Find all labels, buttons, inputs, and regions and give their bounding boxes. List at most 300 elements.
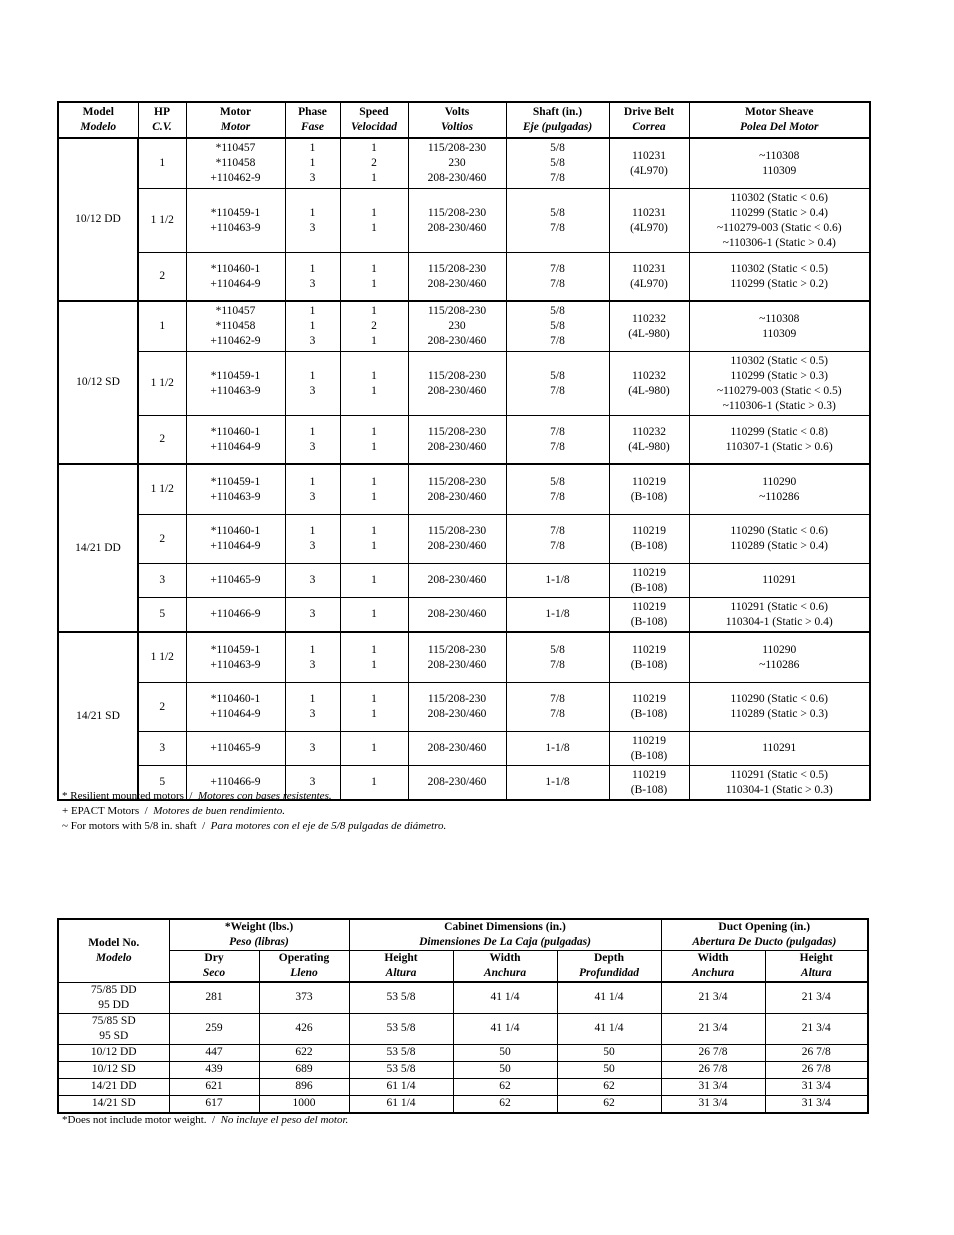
motor-cell [186,352,285,416]
header-en: Model [82,106,114,118]
drive-belt-cell-line: 110219 [631,525,667,537]
volts-cell-line: 208-230/460 [427,608,487,620]
duct-opening-header: Duct Opening (in.) Abertura De Ducto (pulgadas) [661,919,868,951]
operating-cell [259,1095,349,1113]
header-es: Anchura [691,967,735,979]
volts-cell-line: 230 [448,157,466,169]
motor-table-row [58,301,870,352]
duct-width-cell-line: 26 7/8 [698,1063,728,1075]
weight-sub-header [765,951,868,983]
drive-belt-cell [609,683,689,732]
model-no-cell [58,1013,169,1044]
speed-cell-line: 1 [371,172,377,184]
shaft-cell-line: 7/8 [550,540,565,552]
motor-cell [186,683,285,732]
model-cell-line: 14/21 DD [75,541,121,554]
hp-cell-line: 5 [159,776,166,788]
phase-cell-line: 1 [309,425,316,438]
shaft-cell-line: 7/8 [550,490,565,503]
drive-belt-cell-line: (4L-980) [628,327,670,340]
header-en: Height [384,952,418,964]
model-no-cell-line: 10/12 DD [90,1046,137,1058]
depth-cell [557,1095,661,1113]
shaft-cell-line: 7/8 [550,262,565,275]
shaft-cell [506,683,609,732]
motor-cell-line: *110458 [215,320,256,332]
volts-cell [408,464,506,515]
width-cell-line: 50 [499,1046,511,1058]
weight-table-row [58,1044,868,1061]
phase-cell-line: 3 [309,221,316,234]
volts-cell-line: 208-230/460 [427,335,487,347]
speed-cell-line: 1 [371,369,377,382]
volts-cell [408,515,506,564]
hp-cell-line: 1 1/2 [150,483,174,495]
speed-cell [340,732,408,766]
speed-cell [340,138,408,189]
weight-table-row [58,1061,868,1078]
shaft-cell [506,301,609,352]
volts-cell-line: 208-230/460 [427,658,487,671]
dry-cell [169,1061,259,1078]
volts-cell-line: 115/208-230 [427,525,487,537]
speed-cell-line: 1 [371,574,377,586]
header-en: Motor Sheave [745,106,814,118]
model-no-cell [58,982,169,1013]
motor-table-header-row [58,102,870,138]
phase-cell [285,416,340,465]
header-es: Altura [800,967,832,979]
motor-cell-line: +110463-9 [210,221,261,234]
volts-cell [408,564,506,598]
shaft-cell-line: 7/8 [550,440,565,453]
motor-cell-line: *110459-1 [210,369,261,382]
header-en: Depth [593,952,625,964]
duct-height-cell [765,1078,868,1095]
model-cell-line: 10/12 SD [76,376,120,388]
header-es: Voltios [441,121,473,133]
motor-col-header [58,102,138,138]
shaft-cell-line: 7/8 [550,172,565,184]
phase-cell [285,632,340,683]
motor-table-row [58,416,870,465]
sheave-cell [689,301,870,352]
shaft-cell [506,598,609,633]
motor-cell-line: +110464-9 [210,540,261,552]
duct-height-cell-line: 21 3/4 [801,1022,831,1034]
shaft-cell-line: 7/8 [550,277,565,290]
phase-cell-line: 1 [309,262,316,275]
hp-cell [138,732,186,766]
height-cell-line: 61 1/4 [386,1097,416,1109]
motor-cell-line: *110459-1 [210,643,261,656]
drive-belt-cell [609,632,689,683]
volts-cell-line: 115/208-230 [427,369,487,382]
volts-cell-line: 115/208-230 [427,262,487,275]
height-cell [349,982,453,1013]
shaft-cell-line: 7/8 [550,708,565,720]
model-no-cell-line: 75/85 DD [90,983,137,996]
duct-height-cell [765,1095,868,1113]
speed-cell [340,564,408,598]
motor-cell-line: +110464-9 [210,440,261,453]
drive-belt-cell [609,253,689,302]
volts-cell-line: 208-230/460 [427,776,487,788]
volts-cell [408,732,506,766]
weight-table-row [58,1013,868,1044]
shaft-cell [506,138,609,189]
weight-sub-header [557,951,661,983]
speed-cell-line: 1 [371,708,377,720]
drive-belt-cell-line: 110232 [631,369,667,382]
header-es: Polea Del Motor [739,121,819,133]
depth-cell [557,1078,661,1095]
hp-cell [138,464,186,515]
width-cell [453,982,557,1013]
sheave-cell-line: 110299 (Static < 0.8) [730,425,828,438]
header-es: Eje (pulgadas) [522,121,593,133]
hp-cell-line: 5 [159,608,166,620]
drive-belt-cell-line: 110219 [631,768,667,781]
model-no-header: Model No. Modelo [58,919,169,982]
shaft-cell-line: 5/8 [550,369,565,382]
drive-belt-cell [609,416,689,465]
motor-cell [186,189,285,253]
speed-cell [340,683,408,732]
hp-cell [138,416,186,465]
drive-belt-cell [609,515,689,564]
height-cell-line: 53 5/8 [386,1063,416,1075]
phase-cell-line: 1 [309,369,316,382]
operating-cell [259,1013,349,1044]
phase-cell-line: 1 [309,206,316,219]
motor-cell-line: +110462-9 [210,335,261,347]
weight-sub-header [259,951,349,983]
weight-table-row [58,982,868,1013]
drive-belt-cell-line: (B-108) [630,708,668,720]
header-en: Speed [359,106,389,118]
header-en: Operating [278,952,330,964]
hp-cell-line: 2 [159,270,166,282]
phase-cell-line: 1 [309,142,316,154]
phase-cell-line: 1 [309,157,316,169]
speed-cell-line: 1 [371,335,377,347]
sheave-cell [689,515,870,564]
sheave-cell-line: 110307-1 (Static > 0.6) [725,440,833,453]
sheave-cell-line: ~110306-1 (Static > 0.3) [722,399,836,412]
volts-cell-line: 115/208-230 [427,206,487,219]
header-es: Altura [385,967,417,979]
speed-cell [340,515,408,564]
phase-cell-line: 1 [309,643,316,656]
drive-belt-cell-line: (4L-980) [628,384,670,397]
weight-dimensions-table [57,918,869,1114]
speed-cell [340,416,408,465]
drive-belt-cell [609,301,689,352]
motor-table-row [58,253,870,302]
drive-belt-cell-line: 110219 [631,734,667,747]
width-cell [453,1078,557,1095]
header-es: Velocidad [351,121,397,133]
phase-cell-line: 3 [309,574,316,586]
weight-table-body [58,982,868,1113]
depth-cell-line: 41 1/4 [594,1022,624,1034]
drive-belt-cell-line: 110219 [631,643,667,656]
motor-cell-line: *110460-1 [210,425,261,438]
motor-table-row [58,598,870,633]
shaft-cell-line: 7/8 [550,384,565,397]
depth-cell-line: 50 [603,1046,615,1058]
speed-cell [340,632,408,683]
dry-cell-line: 617 [205,1097,223,1109]
width-cell [453,1061,557,1078]
motor-table-body [58,138,870,800]
drive-belt-cell-line: 110232 [631,312,667,325]
drive-belt-cell [609,352,689,416]
operating-cell-line: 689 [295,1063,313,1075]
header-es: Correa [632,121,666,133]
width-cell-line: 62 [499,1097,511,1109]
sheave-cell [689,464,870,515]
dry-cell-line: 259 [205,1022,223,1034]
motor-table-row [58,515,870,564]
sheave-cell-line: 110291 (Static < 0.6) [730,600,828,613]
dry-cell [169,1095,259,1113]
height-cell [349,1013,453,1044]
drive-belt-cell [609,766,689,801]
header-es: Seco [202,967,226,979]
width-cell-line: 41 1/4 [490,991,520,1004]
motor-cell-line: +110462-9 [210,172,261,184]
shaft-cell [506,766,609,801]
duct-width-cell-line: 21 3/4 [698,991,728,1004]
motor-cell-line: *110459-1 [210,206,261,219]
dry-cell-line: 281 [205,991,223,1004]
shaft-cell-line: 5/8 [550,643,565,656]
phase-cell [285,189,340,253]
volts-cell-line: 208-230/460 [427,172,487,184]
sheave-cell-line: ~110308 [759,149,800,162]
volts-cell-line: 115/208-230 [427,142,487,154]
volts-cell [408,632,506,683]
hp-cell-line: 3 [159,742,166,754]
phase-cell [285,598,340,633]
sheave-cell-line: 110299 (Static > 0.4) [730,206,828,219]
hp-cell-line: 2 [159,433,166,445]
shaft-cell-line: 7/8 [550,693,565,705]
dry-cell [169,982,259,1013]
phase-cell [285,564,340,598]
shaft-cell-line: 7/8 [550,525,565,537]
motor-cell [186,632,285,683]
width-cell [453,1044,557,1061]
speed-cell-line: 1 [371,490,377,503]
speed-cell-line: 1 [371,425,377,438]
motor-cell-line: *110459-1 [210,475,261,488]
motor-cell-line: *110457 [215,305,256,317]
volts-cell [408,598,506,633]
sheave-cell-line: ~110279-003 (Static < 0.6) [716,221,842,234]
speed-cell-line: 1 [371,262,377,275]
speed-cell-line: 1 [371,643,377,656]
drive-belt-cell-line: 110219 [631,693,667,705]
speed-cell-line: 1 [371,608,377,620]
volts-cell-line: 208-230/460 [427,440,487,453]
speed-cell [340,253,408,302]
volts-cell [408,189,506,253]
sheave-cell [689,189,870,253]
volts-cell-line: 208-230/460 [427,221,487,234]
motor-cell-line: +110464-9 [210,708,261,720]
shaft-cell [506,464,609,515]
sheave-cell [689,683,870,732]
motor-cell [186,138,285,189]
sheave-cell [689,253,870,302]
motor-cell [186,253,285,302]
model-cell [58,632,138,800]
sheave-cell-line: ~110308 [759,312,800,325]
weight-footnote-line: *Does not include motor weight. / No incluye el peso del motor. [62,1114,349,1126]
operating-cell-line: 622 [295,1046,313,1058]
phase-cell [285,732,340,766]
sheave-cell-line: 110290 [762,643,797,656]
volts-cell-line: 115/208-230 [427,475,487,488]
header-es: Motor [220,121,251,133]
phase-cell-line: 3 [309,490,316,503]
header-es: Lleno [290,967,318,979]
model-cell [58,301,138,464]
volts-cell [408,683,506,732]
width-cell-line: 50 [499,1063,511,1075]
header-es: C.V. [152,121,172,133]
speed-cell-line: 1 [371,475,377,488]
weight-sub-header [169,951,259,983]
speed-cell-line: 1 [371,440,377,453]
shaft-cell-line: 5/8 [550,320,565,332]
volts-cell-line: 115/208-230 [427,643,487,656]
height-cell-line: 61 1/4 [386,1080,416,1092]
operating-cell-line: 1000 [292,1097,316,1109]
footnote-en: ~ For motors with 5/8 in. shaft [62,820,197,832]
operating-cell-line: 373 [295,991,313,1004]
model-cell-line: 14/21 SD [76,709,120,722]
header-en: Volts [444,106,470,118]
motor-cell-line: *110457 [215,142,256,154]
depth-cell [557,1044,661,1061]
depth-cell [557,1013,661,1044]
hp-cell [138,352,186,416]
motor-cell-line: +110466-9 [210,608,261,620]
motor-cell-line: +110465-9 [210,574,261,586]
phase-cell-line: 3 [309,708,316,720]
motor-col-header [186,102,285,138]
operating-cell [259,1044,349,1061]
operating-cell [259,1061,349,1078]
shaft-cell [506,253,609,302]
sheave-cell [689,416,870,465]
sheave-cell-line: 110289 (Static > 0.4) [730,540,828,552]
motor-col-header [408,102,506,138]
hp-cell [138,189,186,253]
footnote-en: + EPACT Motors [62,805,140,817]
hp-cell [138,515,186,564]
dry-cell [169,1078,259,1095]
phase-cell [285,683,340,732]
shaft-cell-line: 5/8 [550,305,565,317]
dry-cell-line: 447 [205,1046,223,1058]
duct-height-cell-line: 26 7/8 [801,1063,831,1075]
phase-cell-line: 3 [309,658,316,671]
model-no-cell [58,1061,169,1078]
motor-cell [186,598,285,633]
motor-cell-line: *110460-1 [210,525,261,537]
hp-cell-line: 1 1/2 [150,214,174,226]
sheave-cell-line: ~110279-003 (Static < 0.5) [716,384,842,397]
duct-height-cell-line: 31 3/4 [801,1097,831,1109]
motor-col-header [138,102,186,138]
sheave-cell-line: 110304-1 (Static > 0.3) [725,783,833,796]
hp-cell [138,301,186,352]
volts-cell-line: 208-230/460 [427,277,487,290]
duct-width-cell [661,1061,765,1078]
sheave-cell-line: ~110306-1 (Static > 0.4) [722,236,836,249]
hp-cell-line: 3 [159,574,166,586]
phase-cell [285,464,340,515]
shaft-cell-line: 7/8 [550,221,565,234]
sheave-cell-line: 110290 [762,475,797,488]
sheave-cell [689,138,870,189]
motor-table-row [58,632,870,683]
duct-width-cell [661,982,765,1013]
operating-cell [259,1078,349,1095]
drive-belt-cell-line: 110231 [631,206,667,219]
duct-height-cell [765,1013,868,1044]
phase-cell [285,515,340,564]
model-no-cell-line: 75/85 SD [91,1014,136,1027]
shaft-cell-line: 1-1/8 [545,742,570,754]
sheave-cell-line: 110290 (Static < 0.6) [730,525,828,537]
phase-cell-line: 1 [309,475,316,488]
sheave-cell-line: 110289 (Static > 0.3) [730,708,828,720]
footnote-line: ~ For motors with 5/8 in. shaft / Para motores con el eje de 5/8 pulgadas de diámetro. [62,820,447,832]
volts-cell-line: 208-230/460 [427,574,487,586]
weight-table-header-row [58,919,868,951]
volts-cell [408,416,506,465]
dry-cell [169,1013,259,1044]
sheave-cell-line: 110302 (Static < 0.5) [730,262,828,275]
weight-sub-header [453,951,557,983]
width-cell-line: 62 [499,1080,511,1092]
duct-height-cell-line: 26 7/8 [801,1046,831,1058]
model-cell [58,464,138,632]
depth-cell-line: 62 [603,1097,615,1109]
phase-cell-line: 3 [309,335,316,347]
speed-cell-line: 2 [371,320,377,332]
shaft-cell-line: 5/8 [550,475,565,488]
hp-cell [138,253,186,302]
hp-cell-line: 2 [159,700,166,713]
drive-belt-cell-line: 110232 [631,425,667,438]
motor-table-footnotes [62,789,446,834]
sheave-cell-line: 110290 (Static < 0.6) [730,693,828,705]
drive-belt-cell-line: 110231 [631,262,667,275]
drive-belt-cell-line: (B-108) [630,658,668,671]
footnote-es: Para motores con el eje de 5/8 pulgadas de diámetro. [210,820,447,832]
motor-cell-line: +110465-9 [210,742,261,754]
speed-cell-line: 1 [371,142,377,154]
depth-cell-line: 62 [603,1080,615,1092]
speed-cell [340,598,408,633]
